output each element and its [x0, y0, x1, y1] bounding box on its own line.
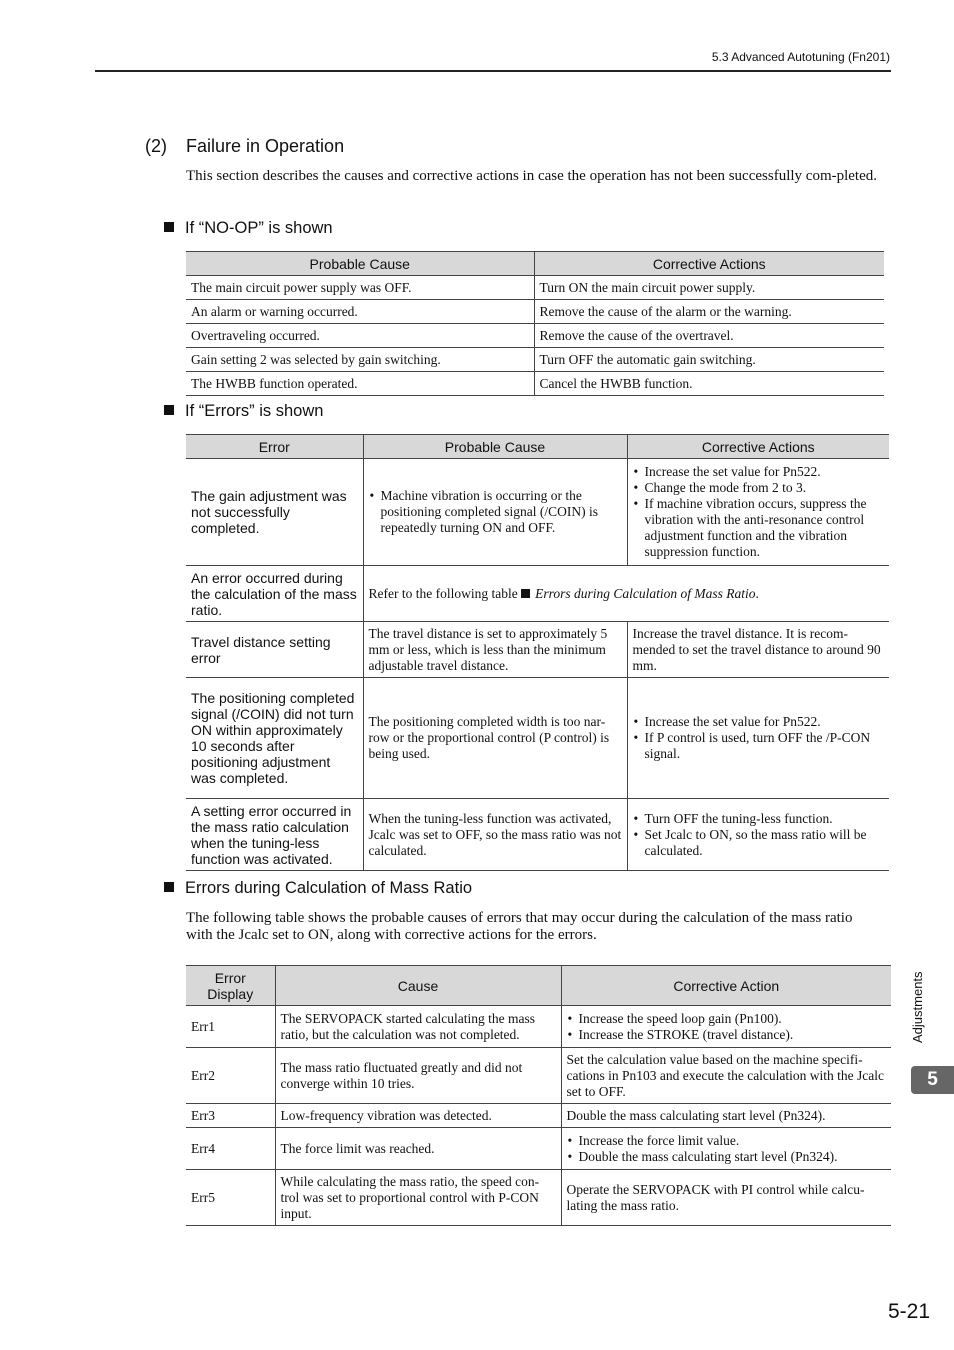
section-heading — [145, 136, 344, 157]
square-bullet-icon — [164, 882, 174, 892]
intro-paragraph: This section describes the causes and corrective actions in case the operation has not been successfully com-pleted. — [186, 168, 878, 184]
code-cell: Err3 — [186, 1104, 275, 1128]
error-cell: Travel distance setting error — [186, 622, 363, 678]
noop-heading-text: If “NO-OP” is shown — [185, 219, 333, 237]
square-bullet-icon — [164, 222, 174, 232]
table-cell: Turn ON the main circuit power supply. — [534, 276, 884, 300]
table-row — [186, 324, 884, 348]
table-header: Corrective Actions — [627, 435, 889, 459]
error-cell: An error occurred during the calculation of the mass ratio. — [186, 566, 363, 622]
square-bullet-icon — [164, 405, 174, 415]
cause-cell — [363, 459, 627, 566]
table-row — [186, 678, 889, 799]
cause-cell: The force limit was reached. — [275, 1128, 561, 1170]
section-number: (2) — [145, 136, 167, 156]
list-item: • Increase the speed loop gain (Pn100). — [567, 1011, 887, 1027]
header-rule — [95, 70, 891, 72]
page-number: 5-21 — [887, 1300, 930, 1323]
table-cell: Remove the cause of the overtravel. — [534, 324, 884, 348]
table-row — [186, 300, 884, 324]
refer-link: Errors during Calculation of Mass Ratio — [535, 585, 756, 601]
table-row — [186, 348, 884, 372]
table-cell: Remove the cause of the alarm or the warning. — [534, 300, 884, 324]
refer-suffix: . — [755, 585, 759, 601]
list-item: • Set Jcalc to ON, so the mass ratio will be calculated. — [633, 827, 885, 859]
table-row — [186, 1006, 891, 1048]
list-item: • Increase the STROKE (travel distance). — [567, 1027, 887, 1043]
error-cell: A setting error occurred in the mass ratio calculation when the tuning-less function was activated. — [186, 799, 363, 871]
chapter-tab: 5 — [911, 1066, 954, 1094]
table-header: Probable Cause — [186, 252, 534, 276]
table-row — [186, 1170, 891, 1226]
table-header: Error — [186, 435, 363, 459]
list-item: • Increase the set value for Pn522. — [633, 714, 885, 730]
table-header: Corrective Actions — [534, 252, 884, 276]
table-cell: Cancel the HWBB function. — [534, 372, 884, 396]
code-cell: Err1 — [186, 1006, 275, 1048]
cause-cell: While calculating the mass ratio, the speed con-trol was set to proportional control with P-CON input. — [275, 1170, 561, 1226]
actions-cell — [627, 459, 889, 566]
table-row — [186, 459, 889, 566]
cause-cell: Low-frequency vibration was detected. — [275, 1104, 561, 1128]
table-cell: Overtraveling occurred. — [186, 324, 534, 348]
table-header: Error Display — [186, 966, 275, 1006]
mass-heading-text: Errors during Calculation of Mass Ratio — [185, 879, 473, 897]
cause-cell: The mass ratio fluctuated greatly and did not converge within 10 tries. — [275, 1048, 561, 1104]
actions-cell: Double the mass calculating start level (Pn324). — [561, 1104, 891, 1128]
actions-cell — [561, 1006, 891, 1048]
list-item: • If machine vibration occurs, suppress the vibration with the anti-resonance control adjustment function and the vibration suppression function. — [633, 496, 885, 560]
actions-cell — [627, 799, 889, 871]
running-header: 5.3 Advanced Autotuning (Fn201) — [711, 50, 890, 64]
list-item: • Double the mass calculating start level (Pn324). — [567, 1149, 887, 1165]
errors-heading-text: If “Errors” is shown — [185, 402, 324, 420]
cause-cell: When the tuning-less function was activated, Jcalc was set to OFF, so the mass ratio was not calculated. — [363, 799, 627, 871]
table-header: Cause — [275, 966, 561, 1006]
errors-table — [186, 434, 889, 871]
list-item: • Turn OFF the tuning-less function. — [633, 811, 885, 827]
mass-table — [186, 965, 891, 1226]
table-row — [186, 566, 889, 622]
code-cell: Err5 — [186, 1170, 275, 1226]
table-row — [186, 276, 884, 300]
cause-cell: The SERVOPACK started calculating the mass ratio, but the calculation was not completed. — [275, 1006, 561, 1048]
table-row — [186, 1104, 891, 1128]
table-header: Probable Cause — [363, 435, 627, 459]
square-bullet-icon — [521, 589, 530, 598]
cause-cell: The positioning completed width is too nar-row or the proportional control (P control) is being used. — [363, 678, 627, 799]
error-cell: The positioning completed signal (/COIN) did not turn ON within approximately 10 seconds after positioning adjustment was completed. — [186, 678, 363, 799]
table-row — [186, 1048, 891, 1104]
table-cell: The HWBB function operated. — [186, 372, 534, 396]
mass-heading — [164, 879, 472, 898]
table-row — [186, 799, 889, 871]
list-item: • Increase the force limit value. — [567, 1133, 887, 1149]
refer-cell — [363, 566, 889, 622]
table-row — [186, 372, 884, 396]
actions-cell: Operate the SERVOPACK with PI control while calcu-lating the mass ratio. — [561, 1170, 891, 1226]
refer-prefix: Refer to the following table — [368, 585, 522, 601]
actions-cell: Set the calculation value based on the machine specifi-cations in Pn103 and execute the calculation with the Jcalc set to OFF. — [561, 1048, 891, 1104]
table-cell: Gain setting 2 was selected by gain switching. — [186, 348, 534, 372]
actions-cell — [627, 678, 889, 799]
actions-cell: Increase the travel distance. It is recom-mended to set the travel distance to around 90 mm. — [627, 622, 889, 678]
chapter-side-label: Adjustments — [910, 971, 925, 1043]
table-cell: An alarm or warning occurred. — [186, 300, 534, 324]
actions-cell — [561, 1128, 891, 1170]
section-title: Failure in Operation — [186, 136, 345, 156]
list-item: • If P control is used, turn OFF the /P-CON signal. — [633, 730, 885, 762]
noop-table — [186, 251, 884, 396]
list-item: • Increase the set value for Pn522. — [633, 464, 885, 480]
list-item: • Machine vibration is occurring or the positioning completed signal (/COIN) is repeatedly turning ON and OFF. — [369, 488, 622, 536]
table-header: Corrective Action — [561, 966, 891, 1006]
code-cell: Err4 — [186, 1128, 275, 1170]
errors-heading — [164, 402, 323, 421]
table-row — [186, 622, 889, 678]
table-row — [186, 1128, 891, 1170]
noop-heading — [164, 219, 333, 238]
table-cell: Turn OFF the automatic gain switching. — [534, 348, 884, 372]
code-cell: Err2 — [186, 1048, 275, 1104]
error-cell: The gain adjustment was not successfully completed. — [186, 459, 363, 566]
list-item: • Change the mode from 2 to 3. — [633, 480, 885, 496]
mass-paragraph: The following table shows the probable causes of errors that may occur during the calculation of the mass ratio with the Jcalc set to ON, along with corrective actions for the errors. — [186, 910, 853, 943]
cause-cell: The travel distance is set to approximately 5 mm or less, which is less than the minimum adjustable travel distance. — [363, 622, 627, 678]
table-cell: The main circuit power supply was OFF. — [186, 276, 534, 300]
